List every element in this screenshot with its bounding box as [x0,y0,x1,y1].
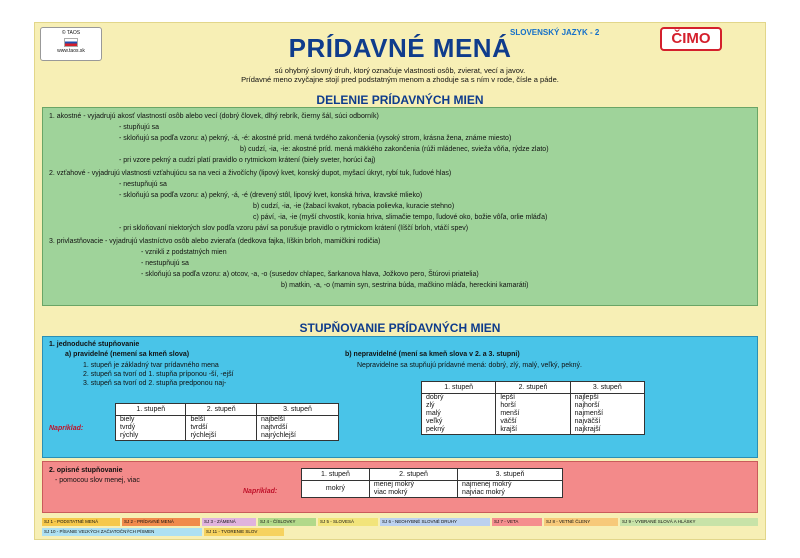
example-label: Napríklad: [243,488,278,495]
table-cell: najmenej mokrý najviac mokrý [462,481,512,496]
pravidelne-rule: 3. stupeň sa tvorí od 2. stupňa predponou naj- [83,380,227,387]
pravidelne-title: a) pravidelné (nemení sa kmeň slova) [65,351,190,358]
delenie-line: 2. vzťahové - vyjadrujú vlastnosti vzťahujúcu sa na veci a živočíchy (lipový kvet, konský dupot, myšací úkryt, rybí tuk, ľudové hlas) [49,170,452,177]
delenie-line: - skloňujú sa podľa vzoru: a) pekný, -á, -é: akostné príd. mená tvrdého zakončenia (vysoký strom, krásna žena, známe miesto) [119,135,512,142]
delenie-line: 3. privlastňovacie - vyjadrujú vlastníctvo osôb alebo zvieraťa (dedkova fajka, líškin brloh, mamičkini rodičia) [49,238,381,245]
table-cell: najlepší najhorší najmenší najväčší najkrajší [574,394,604,433]
delenie-line: - pri skloňovaní niektorých slov podľa vzoru páví sa porušuje pravidlo o rytmickom krátení (líščí brloh, vtáčí spev) [119,225,469,232]
delenie-line: - pri vzore pekný a cudzí platí pravidlo o rytmickom krátení (biely sveter, horúci čaj) [119,157,376,164]
footer-chip: SJ 3 - ZÁMENÁ [202,518,256,526]
table-header: 2. stupeň [369,469,457,481]
delenie-panel [42,107,758,306]
nepravidelne-table [421,381,645,435]
page-title: PRÍDAVNÉ MENÁ [288,33,512,63]
delenie-line: - skloňujú sa podľa vzoru: a) pekný, -á, -é (drevený stôl, lipový kvet, konská hriva, kravské mlieko) [119,192,423,199]
footer-chip: SJ 5 - SLOVESÁ [318,518,378,526]
nepravidelne-title: b) nepravidelné (mení sa kmeň slova v 2. a 3. stupni) [345,351,520,358]
delenie-line: - skloňujú sa podľa vzoru: a) otcov, -a, -o (susedov chlapec, šarkanova hlava, Jožkovo pero, Štúrovi priatelia) [141,271,479,278]
delenie-line: c) páví, -ia, -ie (myší chvostík, konia hriva, slimačie tempo, ľudové oko, božie vôľa, orlie mláďa) [253,214,548,221]
table-cell: belší tvrdší rýchlejší [190,416,217,439]
nepravidelne-note: Nepravidelne sa stupňujú prídavné mená: dobrý, zlý, malý, veľký, pekný. [357,362,582,369]
example-label: Napríklad: [49,425,84,432]
footer-chip: SJ 11 - TVORENIE SLOV [204,528,284,536]
pravidelne-rule: 1. stupeň je základný tvar prídavného mena [83,362,219,369]
delenie-line: - nestupňujú sa [141,260,189,267]
table-cell: lepší horší menší väčší krajší [500,394,520,433]
pravidelne-table [115,403,339,441]
series-label: SLOVENSKÝ JAZYK - 2 [510,28,600,37]
cimo-logo: ČIMO [660,27,722,51]
opisne-rule: - pomocou slov menej, viac [55,477,140,484]
footer-chip: SJ 9 - VYBRANÉ SLOVÁ A HLÁSKY [620,518,758,526]
opisne-title: 2. opisné stupňovanie [49,467,123,474]
delenie-line: - vznikli z podstatných mien [141,249,227,256]
opisne-table [301,468,563,498]
table-header: 3. stupeň [256,404,338,416]
table-header: 1. stupeň [302,469,370,481]
table-cell: mokrý [325,485,345,492]
table-header: 3. stupeň [570,382,644,394]
stupnovanie-heading: STUPŇOVANIE PRÍDAVNÝCH MIEN [299,321,501,335]
footer-chip: SJ 4 - ČÍSLOVKY [258,518,316,526]
table-header: 1. stupeň [422,382,496,394]
footer-chip: SJ 10 - PÍSANIE VEĽKÝCH ZAČIATOČNÝCH PÍSMEN [42,528,202,536]
footer-row-2 [42,528,758,536]
delenie-line: - stupňujú sa [119,124,160,131]
delenie-heading: DELENIE PRÍDAVNÝCH MIEN [316,93,484,107]
delenie-line: - nestupňujú sa [119,181,167,188]
delenie-line: 1. akostné - vyjadrujú akosť vlastností osôb alebo vecí (dobrý človek, dlhý rebrík, čierny šál, súci odborník) [49,113,379,120]
delenie-line: b) cudzí, -ia, -ie: akostné príd. mená mäkkého zakončenia (rúži mládenec, svieža vôňa, rýdze zlato) [240,146,549,153]
jednoduche-title: 1. jednoduché stupňovanie [49,341,140,348]
logo-url: www.taos.sk [57,48,85,54]
delenie-line: b) matkin, -a, -o (mamin syn, sestrina búda, mačkino mláďa, hereckini kamaráti) [281,282,529,289]
footer-chip: SJ 1 - PODSTATNÉ MENÁ [42,518,120,526]
table-cell: biely tvrdý rýchly [120,416,139,439]
stupnovanie-panel [42,336,758,458]
footer-chip: SJ 8 - VETNÉ ČLENY [544,518,618,526]
logo-brand: © TAOS [61,30,81,36]
table-cell: najbelší najtvrdší najrýchlejší [260,416,296,439]
intro-line: Prídavné meno zvyčajne stojí pred podstatným menom a zhoduje sa s ním v rode, čísle a páde. [241,75,559,84]
table-header: 1. stupeň [116,404,186,416]
table-header: 3. stupeň [458,469,563,481]
table-cell: dobrý zlý malý veľký pekný [426,394,445,433]
pravidelne-rule: 2. stupeň sa tvorí od 1. stupňa príponou -ší, -ejší [83,371,234,378]
footer-chip: SJ 6 - NEOHYBNÉ SLOVNÉ DRUHY [380,518,490,526]
delenie-line: b) cudzí, -ia, -ie (žabací kvakot, rybacia polievka, kuracie stehno) [253,203,455,210]
intro-text [0,66,800,84]
footer-row-1 [42,518,758,526]
table-header: 2. stupeň [186,404,256,416]
intro-line: sú ohybný slovný druh, ktorý označuje vlastnosti osôb, zvierat, vecí a javov. [274,66,526,75]
table-header: 2. stupeň [496,382,570,394]
footer-chip: SJ 2 - PRÍDAVNÉ MENÁ [122,518,200,526]
opisne-panel [42,461,758,513]
footer-chip: SJ 7 - VETA [492,518,542,526]
table-cell: menej mokrý viac mokrý [373,481,414,496]
